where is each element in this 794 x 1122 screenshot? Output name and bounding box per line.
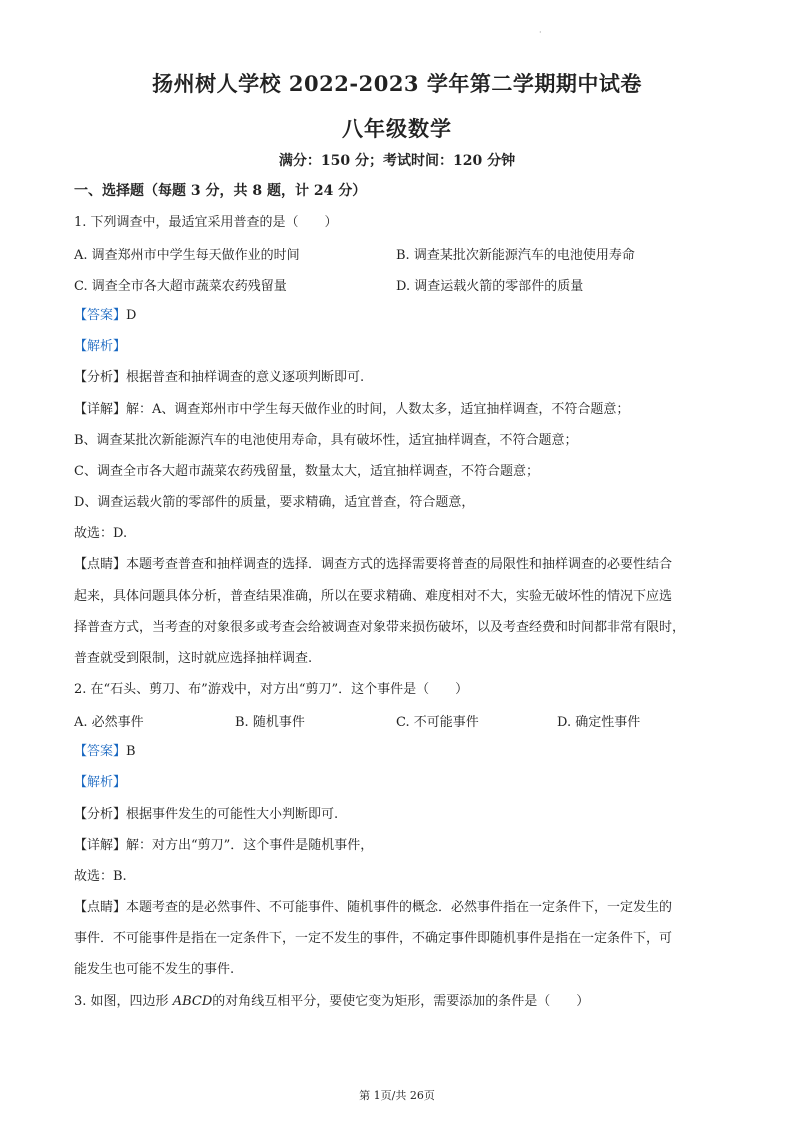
q1-fenxi: 根据普查和抽样调查的意义逐项判断即可. bbox=[126, 370, 365, 385]
q2-option-a: A. 必然事件 bbox=[74, 715, 144, 730]
q3-stem-suffix: 的对角线互相平分，要使它变为矩形，需要添加的条件是（ ） bbox=[212, 994, 590, 1009]
q2-dianjing-line-1 bbox=[74, 898, 734, 918]
dianjing-tag: 【点睛】 bbox=[74, 557, 127, 572]
exam-info: 满分：150 分；考试时间：120 分钟 bbox=[278, 153, 516, 169]
q1-option-d: D. 调查运载火箭的零部件的质量 bbox=[396, 279, 584, 294]
q2-option-d: D. 确定性事件 bbox=[557, 715, 641, 730]
q2-option-c: C. 不可能事件 bbox=[396, 715, 479, 730]
q1-fenxi-line bbox=[74, 368, 734, 388]
q2-answer-line bbox=[74, 742, 734, 762]
q1-dianjing-line-3: 择普查方式，当考查的对象很多或考查会给被调查对象带来损伤破坏，以及考查经费和时间都非常有限时， bbox=[74, 620, 686, 635]
q1-dianjing-line-4: 普查就受到限制，这时就应选择抽样调查. bbox=[74, 651, 313, 666]
analysis-tag: 【解析】 bbox=[74, 339, 127, 354]
q1-detail-line-4: D、调查运载火箭的零部件的质量，要求精确，适宜普查，符合题意， bbox=[74, 495, 475, 510]
q1-answer: D bbox=[126, 308, 137, 323]
q2-analysis-line bbox=[74, 773, 734, 793]
q2-fenxi-line bbox=[74, 805, 734, 825]
q2-dianjing-line-2: 事件．不可能事件是指在一定条件下，一定不发生的事件，不确定事件即随机事件是指在一定条件下，可 bbox=[74, 931, 673, 946]
q2-detail-line bbox=[74, 836, 734, 856]
q3-quad-name: ABCD bbox=[172, 994, 213, 1009]
q1-option-a: A. 调查郑州市中学生每天做作业的时间 bbox=[74, 248, 300, 263]
scan-dot: · bbox=[539, 28, 542, 37]
q1-dianjing-line-2: 起来，具体问题具体分析，普查结果准确，所以在要求精确、难度相对不大，实验无破坏性的情况下应选 bbox=[74, 589, 673, 604]
q2-fenxi: 根据事件发生的可能性大小判断即可. bbox=[126, 807, 339, 822]
q2-detail: 解：对方出“剪刀”．这个事件是随机事件， bbox=[126, 838, 374, 853]
dianjing-tag: 【点睛】 bbox=[74, 900, 127, 915]
q1-choose: 故选：D. bbox=[74, 526, 128, 541]
q1-stem: 1. 下列调查中，最适宜采用普查的是（ ） bbox=[74, 215, 338, 230]
q2-dianjing-line-3: 能发生也可能不发生的事件. bbox=[74, 962, 235, 977]
q2-option-b: B. 随机事件 bbox=[235, 715, 305, 730]
section-heading: 一、选择题（每题 3 分，共 8 题，计 24 分） bbox=[74, 183, 367, 199]
q3-stem bbox=[74, 992, 734, 1012]
answer-tag: 【答案】 bbox=[74, 744, 127, 759]
xiangjie-tag: 【详解】 bbox=[74, 838, 127, 853]
q1-answer-line bbox=[74, 306, 734, 326]
q1-dianjing-1: 本题考查普查和抽样调查的选择．调查方式的选择需要将普查的局限性和抽样调查的必要性结合 bbox=[126, 557, 673, 572]
fenxi-tag: 【分析】 bbox=[74, 807, 127, 822]
q1-option-c: C. 调查全市各大超市蔬菜农药残留量 bbox=[74, 279, 287, 294]
q1-detail-line-3: C、调查全市各大超市蔬菜农药残留量，数量太大，适宜抽样调查，不符合题意； bbox=[74, 464, 539, 479]
exam-title: 扬州树人学校 2022-2023 学年第二学期期中试卷 bbox=[152, 71, 642, 96]
answer-tag: 【答案】 bbox=[74, 308, 127, 323]
q2-choose: 故选：B. bbox=[74, 869, 127, 884]
q1-detail-line-1 bbox=[74, 400, 734, 420]
q2-dianjing-1: 本题考查的是必然事件、不可能事件、随机事件的概念．必然事件指在一定条件下，一定发生的 bbox=[126, 900, 673, 915]
xiangjie-tag: 【详解】 bbox=[74, 402, 127, 417]
q1-detail-line-2: B、调查某批次新能源汽车的电池使用寿命，具有破坏性，适宜抽样调查，不符合题意； bbox=[74, 433, 578, 448]
q1-dianjing-line-1 bbox=[74, 555, 734, 575]
fenxi-tag: 【分析】 bbox=[74, 370, 127, 385]
q2-answer: B bbox=[126, 744, 136, 759]
analysis-tag: 【解析】 bbox=[74, 775, 127, 790]
q3-stem-prefix: 3. 如图，四边形 bbox=[74, 994, 169, 1009]
q2-stem: 2. 在“石头、剪刀、布”游戏中，对方出“剪刀”．这个事件是（ ） bbox=[74, 682, 469, 697]
q1-analysis-line bbox=[74, 337, 734, 357]
q1-detail-1: 解：A、调查郑州市中学生每天做作业的时间，人数太多，适宜抽样调查，不符合题意； bbox=[126, 402, 630, 417]
page-number: 第 1页/共 26页 bbox=[359, 1089, 435, 1102]
exam-subject: 八年级数学 bbox=[342, 116, 452, 141]
q1-option-b: B. 调查某批次新能源汽车的电池使用寿命 bbox=[396, 248, 635, 263]
